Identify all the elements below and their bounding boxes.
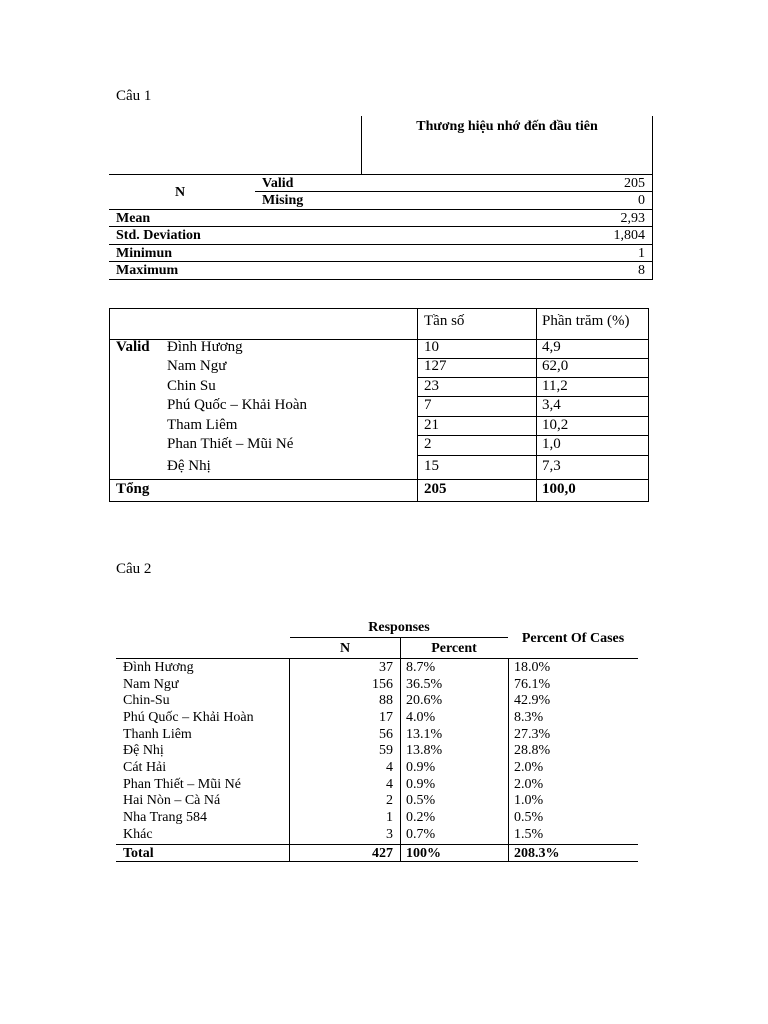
- q1-freq-row-pct: 62,0: [542, 358, 569, 374]
- q2-total-cases: 208.3%: [514, 846, 560, 861]
- q2-header-responses: Responses: [368, 620, 430, 635]
- q2-multiresponse-table: [116, 616, 638, 864]
- q1-stats-n-label: N: [175, 185, 186, 200]
- q1-stats-valid-value: 205: [624, 176, 645, 191]
- q2-row-n: 88: [379, 693, 393, 708]
- q1-freq-header-pct: Phần trăm (%): [542, 313, 630, 329]
- q2-row-pct: 20.6%: [406, 693, 443, 708]
- q1-freq-row-freq: 7: [424, 397, 432, 413]
- q1-freq-row-pct: 3,4: [542, 397, 561, 413]
- q2-row-pct: 13.1%: [406, 727, 443, 742]
- q2-row-cases: 27.3%: [514, 727, 551, 742]
- q1-freq-row-pct: 1,0: [542, 436, 561, 452]
- q2-row-cases: 18.0%: [514, 660, 551, 675]
- q2-header-n: N: [339, 641, 351, 656]
- q2-row-n: 37: [379, 660, 393, 675]
- q2-row-cases: 42.9%: [514, 693, 551, 708]
- q2-row-pct: 0.7%: [406, 827, 436, 842]
- q2-row-cases: 76.1%: [514, 677, 551, 692]
- q1-stats-row-label: Minimun: [116, 246, 173, 261]
- q1-freq-total-label: Tổng: [116, 481, 150, 497]
- q2-row-name: Đệ Nhị: [123, 743, 164, 758]
- q2-row-pct: 8.7%: [406, 660, 436, 675]
- q2-row-name: Nha Trang 584: [123, 810, 208, 825]
- q1-stats-row-value: 8: [638, 263, 645, 278]
- q2-row-pct: 36.5%: [406, 677, 443, 692]
- q1-freq-row-pct: 11,2: [542, 378, 568, 394]
- q2-row-pct: 0.9%: [406, 760, 436, 775]
- q1-freq-row-pct: 10,2: [542, 417, 569, 433]
- q2-row-cases: 2.0%: [514, 777, 544, 792]
- q2-row-pct: 0.5%: [406, 793, 436, 808]
- q2-row-n: 2: [386, 793, 393, 808]
- q2-row-name: Khác: [123, 827, 153, 842]
- q1-freq-row-freq: 10: [424, 339, 439, 355]
- q2-row-name: Phan Thiết – Mũi Né: [123, 777, 241, 792]
- q2-row-name: Thanh Liêm: [123, 727, 192, 742]
- q1-freq-row-pct: 4,9: [542, 339, 561, 355]
- q2-header-cases: Percent Of Cases: [521, 631, 625, 646]
- q2-row-cases: 28.8%: [514, 743, 551, 758]
- q1-freq-row-name: Chin Su: [167, 378, 216, 394]
- q1-stats-col-header: Thương hiệu nhớ đến đầu tiên: [416, 119, 598, 134]
- q2-row-n: 4: [386, 777, 393, 792]
- q1-stats-row-value: 1: [638, 246, 645, 261]
- q2-total-pct: 100%: [406, 846, 441, 861]
- q1-freq-row-name: Nam Ngư: [167, 358, 227, 374]
- q2-row-n: 59: [379, 743, 393, 758]
- q2-row-name: Nam Ngư: [123, 677, 179, 692]
- q2-row-name: Hai Nòn – Cà Ná: [123, 793, 221, 808]
- q2-row-name: Phú Quốc – Khải Hoàn: [123, 710, 254, 725]
- q1-freq-row-freq: 15: [424, 458, 439, 474]
- q1-freq-row-freq: 21: [424, 417, 439, 433]
- q1-stats-row-label: Maximum: [116, 263, 179, 278]
- q1-stats-row-label: Std. Deviation: [116, 228, 201, 243]
- q2-row-pct: 0.9%: [406, 777, 436, 792]
- q1-heading: Câu 1: [116, 88, 152, 104]
- q1-freq-table: [109, 308, 649, 502]
- q2-row-pct: 13.8%: [406, 743, 443, 758]
- q1-freq-total-freq: 205: [424, 481, 447, 497]
- q2-row-n: 4: [386, 760, 393, 775]
- q1-freq-header-freq: Tần số: [424, 313, 465, 329]
- q1-stats-table: [109, 116, 653, 280]
- q1-stats-row-value: 1,804: [613, 228, 645, 243]
- q1-freq-row-name: Tham Liêm: [167, 417, 238, 433]
- q2-row-cases: 1.5%: [514, 827, 544, 842]
- q1-freq-row-name: Phan Thiết – Mũi Né: [167, 436, 294, 452]
- q2-row-pct: 0.2%: [406, 810, 436, 825]
- q2-row-pct: 4.0%: [406, 710, 436, 725]
- q2-row-n: 17: [379, 710, 393, 725]
- q1-stats-row-value: 2,93: [620, 211, 645, 226]
- q1-freq-row-name: Đệ Nhị: [167, 458, 211, 474]
- q1-freq-total-pct: 100,0: [542, 481, 576, 497]
- q1-freq-row-freq: 127: [424, 358, 447, 374]
- q1-stats-row-label: Mean: [116, 211, 151, 226]
- q2-row-cases: 1.0%: [514, 793, 544, 808]
- q2-row-name: Đình Hương: [123, 660, 194, 675]
- q1-freq-row-name: Đình Hương: [167, 339, 243, 355]
- q2-header-percent: Percent: [431, 641, 477, 656]
- q2-row-cases: 0.5%: [514, 810, 544, 825]
- q1-stats-missing-label: Mising: [262, 193, 304, 208]
- q1-freq-row-name: Phú Quốc – Khải Hoàn: [167, 397, 307, 413]
- q2-total-n: 427: [372, 846, 393, 861]
- q2-row-n: 3: [386, 827, 393, 842]
- q2-row-n: 1: [386, 810, 393, 825]
- q1-stats-missing-value: 0: [638, 193, 645, 208]
- q1-freq-row-freq: 23: [424, 378, 439, 394]
- q1-freq-row-freq: 2: [424, 436, 432, 452]
- q2-row-name: Chin-Su: [123, 693, 170, 708]
- q2-row-n: 156: [372, 677, 393, 692]
- q2-row-n: 56: [379, 727, 393, 742]
- q2-row-cases: 8.3%: [514, 710, 544, 725]
- q2-total-label: Total: [123, 846, 154, 861]
- q2-row-cases: 2.0%: [514, 760, 544, 775]
- q2-row-name: Cát Hải: [123, 760, 167, 775]
- q2-heading: Câu 2: [116, 561, 152, 577]
- q1-freq-row-pct: 7,3: [542, 458, 561, 474]
- q1-stats-valid-label: Valid: [262, 176, 294, 191]
- q1-freq-valid-label: Valid: [116, 339, 150, 355]
